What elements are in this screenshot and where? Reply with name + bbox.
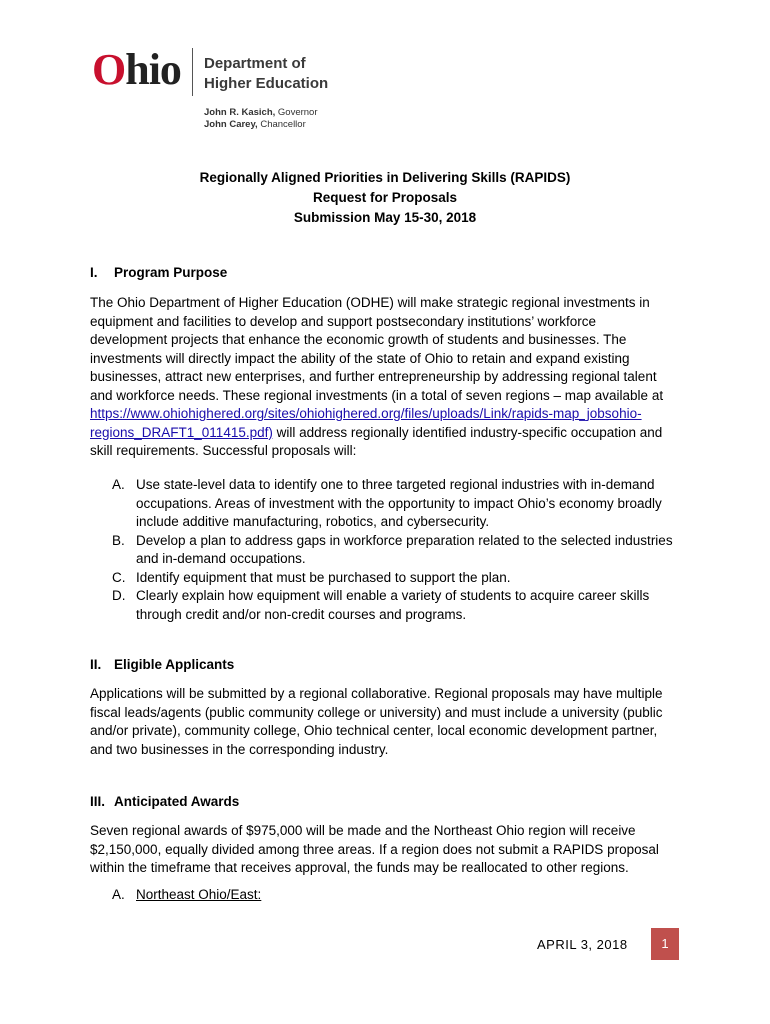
list-item: A. Use state-level data to identify one to three targeted regional industries with in-demand occupations. Areas of investment with the opportunity to impact Ohio’s economy broadly include additive manufacturing, robotics, and cybersecurity. — [112, 477, 662, 529]
award-region-item: A. Northeast Ohio/East: — [112, 887, 262, 902]
list-item: C. Identify equipment that must be purchased to support the plan. — [112, 569, 511, 585]
section-heading-eligible-applicants: II. Eligible Applicants — [90, 657, 235, 672]
logo-text: hio — [125, 45, 181, 94]
dept-name-line2: Higher Education — [204, 75, 329, 92]
page-number: 1 — [651, 928, 679, 960]
section-heading-program-purpose: I. Program Purpose — [90, 265, 228, 280]
governor-line: John R. Kasich, Governor — [204, 107, 318, 118]
dept-name-line1: Department of — [204, 55, 306, 72]
map-link-cont[interactable]: regions_DRAFT1_011415.pdf) — [90, 424, 273, 440]
anticipated-awards-paragraph: Seven regional awards of $975,000 will be made and the Northeast Ohio region will receive $2,150,000, equally divided among three areas. If a region does not submit a RAPIDS proposal within the timeframe that receives approval, the funds may be reallocated to other regions. — [90, 823, 659, 875]
map-link[interactable]: https://www.ohiohighered.org/sites/ohiohighered.org/files/uploads/Link/rapids-map_jobsohio- — [90, 406, 642, 421]
chancellor-line: John Carey, Chancellor — [204, 119, 306, 130]
proposal-requirements-list — [112, 476, 692, 624]
logo-divider — [192, 48, 193, 96]
program-purpose-paragraph: The Ohio Department of Higher Education (ODHE) will make strategic regional investments in equipment and facilities to develop and support postsecondary institutions’ workforce development projects that enhance the economic growth of students and businesses. The investments will directly impact the ability of the state of Ohio to retain and expand existing businesses, attract new enterprises, and further entrepreneurship by addressing regional talent and workforce needs. These regional investments (in a total of seven regions – map available at https://www.ohiohighered.org/sites/ohiohighered.org/files/uploads/Link/rapids-map_jobsohio- regions_DRAFT1_011415.pdf) will address regionally identified industry-specific occupation and skill requirements. Successful proposals will: — [90, 295, 664, 458]
footer-date: APRIL 3, 2018 — [537, 937, 628, 952]
list-item: B. Develop a plan to address gaps in workforce preparation related to the selected industries and in-demand occupations. — [112, 532, 673, 566]
ohio-logo: Ohio — [92, 45, 181, 94]
eligible-applicants-paragraph: Applications will be submitted by a regional collaborative. Regional proposals may have multiple fiscal leads/agents (public community college or university) and must include a university (public and/or private), community college, Ohio technical center, local economic development partner, and two businesses in the corresponding industry. — [90, 686, 663, 757]
document-subtitle: Request for Proposals — [312, 190, 458, 205]
list-item: D. Clearly explain how equipment will enable a variety of students to acquire career skills through credit and/or non-credit courses and programs. — [112, 588, 650, 622]
document-title: Regionally Aligned Priorities in Delivering Skills (RAPIDS) — [199, 170, 571, 185]
submission-dates: Submission May 15-30, 2018 — [293, 210, 477, 225]
section-heading-anticipated-awards: III. Anticipated Awards — [90, 794, 240, 809]
